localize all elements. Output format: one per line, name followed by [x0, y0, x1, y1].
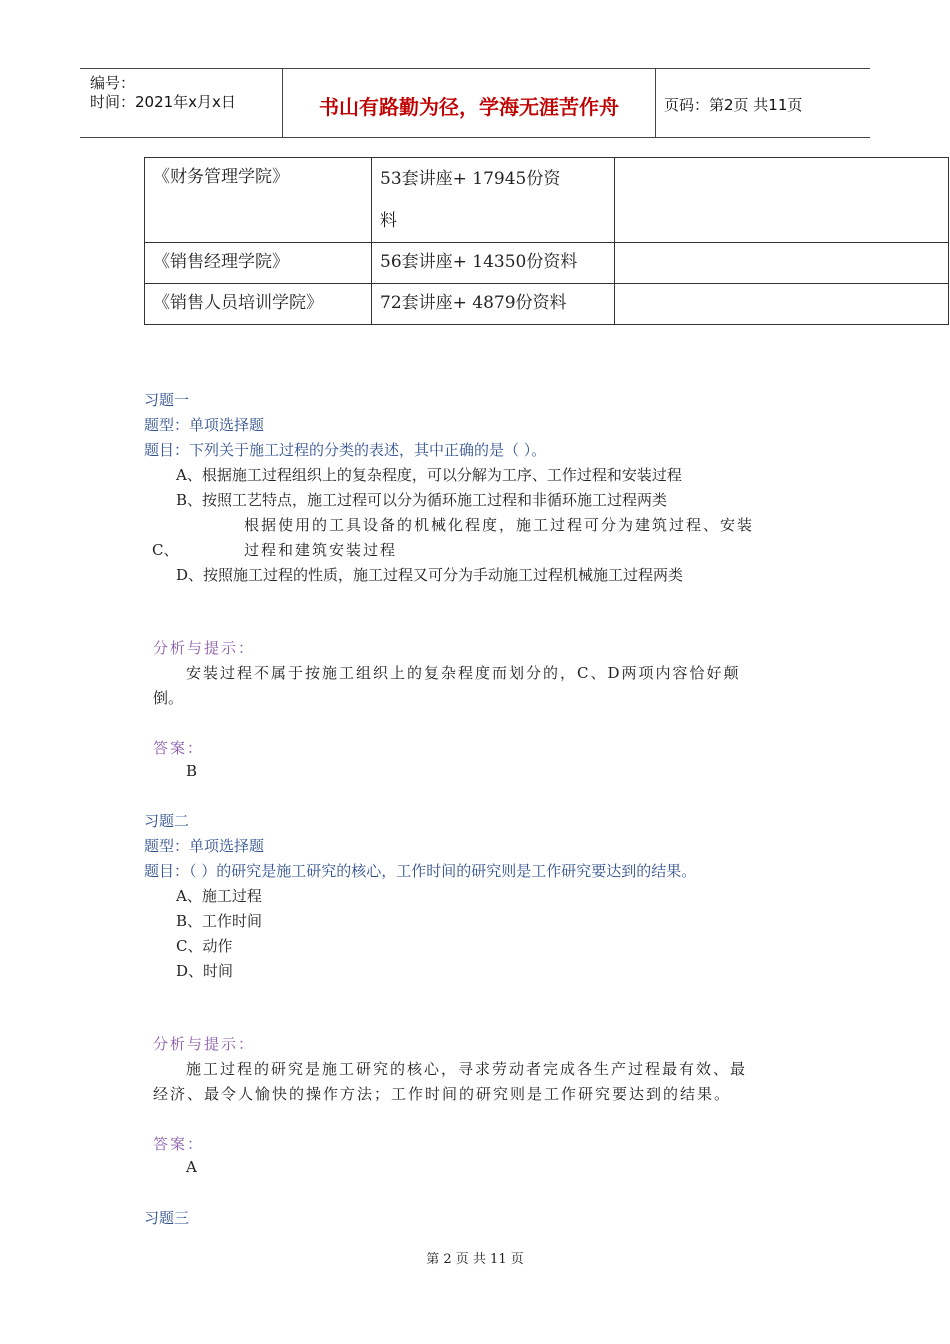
table-cell-detail: 72套讲座+ 4879份资料 — [372, 284, 615, 325]
doc-date-label: 时间：2021年x月x日 — [90, 93, 236, 111]
exercise-1-title: 习题一 — [144, 391, 190, 409]
exercise-1-option-c-label: C、 — [152, 541, 179, 559]
exercise-1-analysis-line2: 倒。 — [153, 689, 184, 707]
table-cell-note — [615, 158, 949, 243]
exercise-2-title: 习题二 — [144, 812, 190, 830]
table-cell-name: 《销售经理学院》 — [145, 243, 372, 284]
header-page-label: 页码：第2页 共11页 — [664, 96, 803, 114]
table-cell-name: 《财务管理学院》 — [145, 158, 372, 243]
exercise-2-answer-label: 答案： — [153, 1135, 205, 1153]
exercise-1-answer: B — [186, 762, 198, 780]
table-cell-note — [615, 284, 949, 325]
header-info-cell — [80, 69, 283, 137]
header-motto-cell — [283, 69, 656, 137]
exercise-1-option-c-line2: 过程和建筑安装过程 — [244, 541, 398, 559]
exercise-1-stem: 题目：下列关于施工过程的分类的表述，其中正确的是（ ）。 — [144, 441, 547, 459]
page-header — [80, 68, 870, 138]
exercise-2-analysis-line1: 施工过程的研究是施工研究的核心，寻求劳动者完成各生产过程最有效、最 — [186, 1060, 748, 1078]
doc-number-label: 编号： — [90, 74, 136, 92]
table-row — [145, 284, 949, 325]
table-cell-note — [615, 243, 949, 284]
exercise-2-option-a: A、施工过程 — [176, 887, 262, 905]
header-motto: 书山有路勤为径，学海无涯苦作舟 — [319, 95, 619, 119]
table-row — [145, 243, 949, 284]
exercise-1-option-d: D、按照施工过程的性质，施工过程又可分为手动施工过程机械施工过程两类 — [176, 566, 684, 584]
exercise-1-answer-label: 答案： — [153, 739, 205, 757]
exercise-1-type: 题型：单项选择题 — [144, 416, 265, 434]
table-cell-name: 《销售人员培训学院》 — [145, 284, 372, 325]
exercise-2-stem: 题目：（ ）的研究是施工研究的核心，工作时间的研究则是工作研究要达到的结果。 — [144, 862, 697, 880]
exercise-2-option-b: B、工作时间 — [176, 912, 263, 930]
exercise-1-option-c-line1: 根据使用的工具设备的机械化程度，施工过程可分为建筑过程、安装 — [244, 516, 755, 534]
exercise-2-analysis-label: 分析与提示： — [153, 1035, 256, 1053]
page-footer: 第 2 页 共 11 页 — [426, 1252, 524, 1267]
exercise-1-analysis-line1: 安装过程不属于按施工组织上的复杂程度而划分的，C、D两项内容恰好颠 — [186, 664, 741, 682]
header-page-cell — [656, 69, 870, 137]
table-cell-detail: 56套讲座+ 14350份资料 — [372, 243, 615, 284]
exercise-2-analysis-line2: 经济、最令人愉快的操作方法；工作时间的研究则是工作研究要达到的结果。 — [153, 1085, 732, 1103]
exercise-1-analysis-label: 分析与提示： — [153, 639, 256, 657]
exercise-2-option-c: C、动作 — [176, 937, 233, 955]
table-cell-detail: 53套讲座+ 17945份资 料 — [372, 158, 615, 243]
table-row — [145, 158, 949, 243]
exercise-3-title: 习题三 — [144, 1209, 190, 1227]
exercise-2-option-d: D、时间 — [176, 962, 234, 980]
resource-table — [144, 157, 949, 325]
exercise-2-type: 题型：单项选择题 — [144, 837, 265, 855]
exercise-1-option-a: A、根据施工过程组织上的复杂程度，可以分解为工序、工作过程和安装过程 — [176, 466, 682, 484]
exercise-2-answer: A — [186, 1158, 197, 1176]
exercise-1-option-b: B、按照工艺特点，施工过程可以分为循环施工过程和非循环施工过程两类 — [176, 491, 668, 509]
